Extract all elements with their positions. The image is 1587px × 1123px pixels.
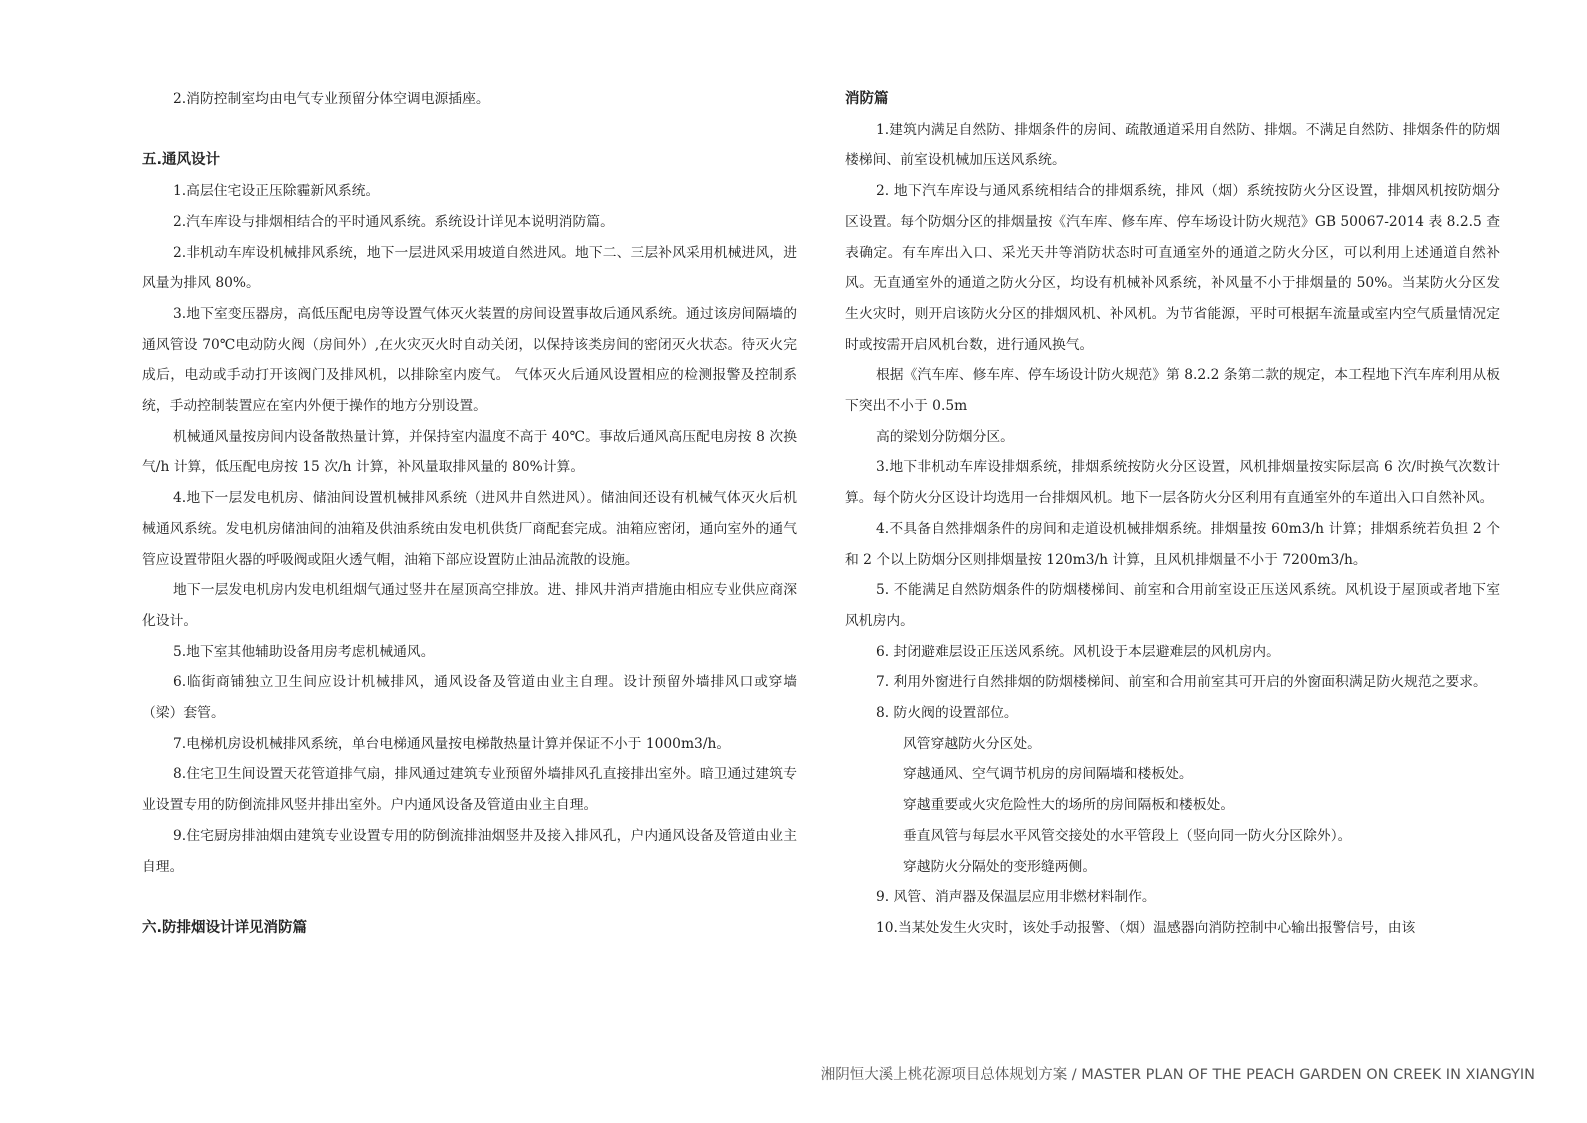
body-paragraph: 地下一层发电机房内发电机组烟气通过竖井在屋顶高空排放。进、排风井消声措施由相应专业供应商深化设计。 bbox=[142, 582, 797, 629]
body-paragraph: 1.高层住宅设正压除霾新风系统。 bbox=[173, 183, 380, 200]
body-paragraph: 6. 封闭避难层设正压送风系统。风机设于本层避难层的风机房内。 bbox=[876, 643, 1280, 660]
body-paragraph: 垂直风管与每层水平风管交接处的水平管段上（竖向同一防火分区除外）。 bbox=[903, 827, 1352, 844]
body-paragraph: 10.当某处发生火灾时，该处手动报警、（烟）温感器向消防控制中心输出报警信号，由该 bbox=[876, 919, 1416, 936]
body-paragraph: 9. 风管、消声器及保温层应用非燃材料制作。 bbox=[876, 889, 1156, 906]
body-paragraph: 风管穿越防火分区处。 bbox=[903, 735, 1041, 752]
left-column bbox=[142, 84, 797, 944]
body-paragraph: 穿越防火分隔处的变形缝两侧。 bbox=[903, 858, 1097, 875]
section-heading: 五.通风设计 bbox=[142, 152, 221, 169]
body-paragraph: 7.电梯机房设机械排风系统，单台电梯通风量按电梯散热量计算并保证不小于 1000m3/h。 bbox=[173, 735, 731, 752]
paragraph-gap bbox=[142, 115, 797, 146]
body-paragraph: 6.临街商铺独立卫生间应设计机械排风，通风设备及管道由业主自理。设计预留外墙排风口或穿墙（梁）套管。 bbox=[142, 674, 797, 722]
document-footer: 湘阴恒大溪上桃花源项目总体规划方案 / MASTER PLAN OF THE PEACH GARDEN ON CREEK IN XIANGYIN bbox=[820, 1067, 1535, 1083]
body-paragraph: 穿越通风、空气调节机房的房间隔墙和楼板处。 bbox=[903, 766, 1193, 783]
section-heading: 六.防排烟设计详见消防篇 bbox=[142, 919, 308, 936]
body-paragraph: 3.地下室变压器房，高低压配电房等设置气体灭火装置的房间设置事故后通风系统。通过该房间隔墙的通风管设 70℃电动防火阀（房间外）,在火灾灭火时自动关闭，以保持该类房间的密闭灭火状态。待灭火完成后，电动或手动打开该阀门及排风机，以排除室内废气。 气体灭火后通风设置相应的检测报警及控制系统，手动控制装置应在室内外便于操作的地方分别设置。 bbox=[142, 305, 797, 415]
body-paragraph: 8.住宅卫生间设置天花管道排气扇，排风通过建筑专业预留外墙排风孔直接排出室外。暗卫通过建筑专业设置专用的防倒流排风竖井排出室外。户内通风设备及管道由业主自理。 bbox=[142, 766, 797, 814]
body-paragraph: 根据《汽车库、修车库、停车场设计防火规范》第 8.2.2 条第二款的规定，本工程地下汽车库利用从板下突出不小于 0.5m bbox=[845, 367, 1500, 415]
body-paragraph: 1.建筑内满足自然防、排烟条件的房间、疏散通道采用自然防、排烟。不满足自然防、排烟条件的防烟楼梯间、前室设机械加压送风系统。 bbox=[845, 121, 1500, 169]
body-paragraph: 4.不具备自然排烟条件的房间和走道设机械排烟系统。排烟量按 60m3/h 计算；排烟系统若负担 2 个和 2 个以上防烟分区则排烟量按 120m3/h 计算，且风机排烟量不小于 7200m3/h。 bbox=[845, 520, 1500, 568]
body-paragraph: 3.地下非机动车库设排烟系统，排烟系统按防火分区设置，风机排烟量按实际层高 6 次/时换气次数计算。每个防火分区设计均选用一台排烟风机。地下一层各防火分区利用有直通室外的车道出入口自然补风。 bbox=[845, 459, 1500, 507]
body-paragraph: 机械通风量按房间内设备散热量计算，并保持室内温度不高于 40℃。事故后通风高压配电房按 8 次换气/h 计算，低压配电房按 15 次/h 计算，补风量取排风量的 80%计算。 bbox=[142, 428, 797, 476]
body-paragraph: 4.地下一层发电机房、储油间设置机械排风系统（进风井自然进风）。储油间还设有机械气体灭火后机械通风系统。发电机房储油间的油箱及供油系统由发电机供货厂商配套完成。油箱应密闭，通向室外的通气管应设置带阻火器的呼吸阀或阻火透气帽，油箱下部应设置防止油品流散的设施。 bbox=[142, 490, 797, 568]
body-paragraph: 9.住宅厨房排油烟由建筑专业设置专用的防倒流排油烟竖井及接入排风孔，户内通风设备及管道由业主自理。 bbox=[142, 827, 797, 875]
right-column bbox=[845, 84, 1500, 944]
body-paragraph: 2.消防控制室均由电气专业预留分体空调电源插座。 bbox=[173, 91, 490, 107]
body-paragraph: 穿越重要或火灾危险性大的场所的房间隔板和楼板处。 bbox=[903, 797, 1235, 814]
body-paragraph: 2.非机动车库设机械排风系统，地下一层进风采用坡道自然进风。地下二、三层补风采用机械进风，进风量为排风 80%。 bbox=[142, 244, 797, 292]
body-paragraph: 7. 利用外窗进行自然排烟的防烟楼梯间、前室和合用前室其可开启的外窗面积满足防火规范之要求。 bbox=[876, 674, 1487, 691]
body-paragraph: 5. 不能满足自然防烟条件的防烟楼梯间、前室和合用前室设正压送风系统。风机设于屋顶或者地下室风机房内。 bbox=[845, 582, 1500, 629]
body-paragraph: 5.地下室其他辅助设备用房考虑机械通风。 bbox=[173, 643, 435, 660]
paragraph-gap bbox=[142, 882, 797, 913]
body-paragraph: 高的梁划分防烟分区。 bbox=[876, 428, 1014, 445]
section-heading: 消防篇 bbox=[845, 91, 889, 107]
body-paragraph: 2.汽车库设与排烟相结合的平时通风系统。系统设计详见本说明消防篇。 bbox=[173, 213, 614, 230]
body-paragraph: 2. 地下汽车库设与通风系统相结合的排烟系统，排风（烟）系统按防火分区设置，排烟风机按防烟分区设置。每个防烟分区的排烟量按《汽车库、修车库、停车场设计防火规范》GB 50067-2014 表 8.2.5 查表确定。有车库出入口、采光天井等消防状态时可直通室外的通道之防火分区，可以利用上述通道自然补风。无直通室外的通道之防火分区，均设有机械补风系统，补风量不小于排烟量的 50%。当某防火分区发生火灾时，则开启该防火分区的排烟风机、补风机。为节省能源，平时可根据车流量或室内空气质量情况定时或按需开启风机台数，进行通风换气。 bbox=[845, 183, 1500, 353]
body-paragraph: 8. 防火阀的设置部位。 bbox=[876, 705, 1018, 722]
